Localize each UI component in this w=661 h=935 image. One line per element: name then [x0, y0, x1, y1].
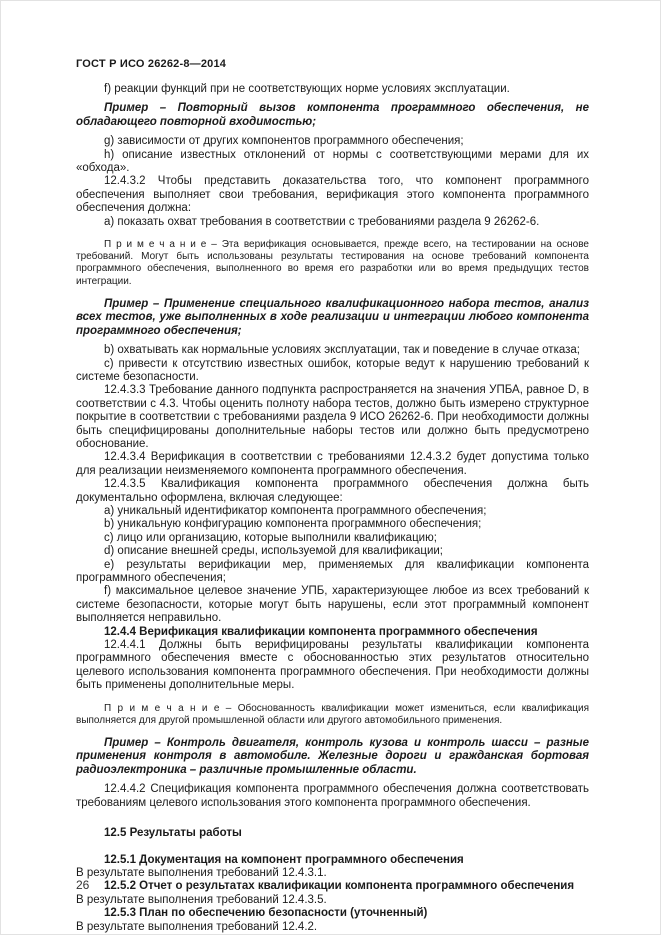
page-number: 26: [76, 878, 90, 892]
para-heading: 12.5.1 Документация на компонент программного обеспечения: [104, 853, 464, 866]
para-list: c) привести к отсутствию известных ошибок, которые ведут к нарушению требований к системе безопасности.: [76, 357, 589, 383]
para-list: а) показать охват требования в соответствии с требованиями раздела 9 26262-6.: [104, 215, 540, 228]
para-example: Пример – Повторный вызов компонента программного обеспечения, не обладающего повторной входимостью;: [76, 102, 589, 128]
para-heading: 12.5.3 План по обеспечению безопасности (уточненный): [104, 907, 428, 920]
para-example: Пример – Применение специального квалификационного набора тестов, анализ всех тестов, уже выполненных в ходе реализации и интеграции любого компонента программного обеспечения;: [76, 297, 589, 337]
para-plain: В результате выполнения требований 12.4.3.1.: [76, 866, 327, 879]
para-heading: 12.5.2 Отчет о результатах квалификации компонента программного обеспечения: [104, 880, 575, 893]
para-body: 12.4.4.2 Спецификация компонента программного обеспечения должна соответствовать требованиям целевого использования этого компонента программного обеспечения.: [76, 783, 589, 809]
para-plain: В результате выполнения требований 12.4.3.5.: [76, 893, 327, 906]
document-body: [76, 83, 589, 934]
para-body: 12.4.3.3 Требование данного подпункта распространяется на значения УПБА, равное D, в соответствии с 4.3. Чтобы оценить полноту набора тестов, должно быть измерено структурное покрытие в соответствии с требованиями раздела 9 ИСО 26262-6. При необходимости должны быть специфицированы дополнительные наборы тестов или должно быть предусмотрено обоснование.: [76, 384, 589, 450]
para-list: d) описание внешней среды, используемой для квалификации;: [104, 545, 443, 558]
para-list: c) лицо или организацию, которые выполнили квалификацию;: [104, 531, 437, 544]
para-body: 12.4.3.2 Чтобы представить доказательства того, что компонент программного обеспечения выполняет свои требования, верификация этого компонента программного обеспечения должна:: [76, 175, 589, 215]
para-note: П р и м е ч а н и е – Обоснованность квалификации может измениться, если квалификация выполняется для другой промышленной области или другого автомобильного применения.: [76, 702, 589, 726]
para-list: h) описание известных отклонений от нормы с соответствующими мерами для их «обхода».: [76, 148, 589, 175]
document-header-title: ГОСТ Р ИСО 26262-8—2014: [76, 58, 227, 70]
para-list: а) уникальный идентификатор компонента программного обеспечения;: [104, 504, 487, 517]
para-list: b) уникальную конфигурацию компонента программного обеспечения;: [104, 518, 482, 531]
para-plain: В результате выполнения требований 12.4.2.: [76, 920, 318, 933]
para-example: Пример – Контроль двигателя, контроль кузова и контроль шасси – разные применения контроля в автомобиле. Железные дороги и гражданская бортовая радиоэлектроника – различные промышленные области.: [76, 737, 589, 776]
para-list: g) зависимости от других компонентов программного обеспечения;: [104, 135, 464, 148]
para-note: П р и м е ч а н и е – Эта верификация основывается, прежде всего, на тестировании на основе требований. Могут быть использованы результаты тестирования на основе требований компонента программного обеспечения, выполненного во время его разработки или во время предыдущих тестов интеграции.: [76, 239, 589, 287]
para-list: b) охватывать как нормальные условиях эксплуатации, так и поведение в случае отказа;: [104, 344, 580, 357]
para-body: 12.4.4.1 Должны быть верифицированы результаты квалификации компонента программного обеспечения вместе с обоснованностью этих результатов относительно целевого использования компонента программного обеспечения. При необходимости должны быть применены дополнительные меры.: [76, 639, 589, 692]
para-list: f) максимальное целевое значение УПБ, характеризующее любое из всех требований к системе безопасности, которые могут быть нарушены, если этот программный компонент выполняется неправильно.: [76, 585, 589, 625]
para-list: е) результаты верификации мер, применяемых для квалификации компонента программного обеспечения;: [76, 558, 589, 584]
para-body: 12.4.3.4 Верификация в соответствии с требованиями 12.4.3.2 будет допустима только для реализации неизменяемого компонента программного обеспечения.: [76, 451, 589, 477]
para-body: 12.4.3.5 Квалификация компонента программного обеспечения должна быть документально оформлена, включая следующее:: [76, 478, 589, 504]
para-section: 12.5 Результаты работы: [104, 827, 242, 840]
para-heading: 12.4.4 Верификация квалификации компонента программного обеспечения: [104, 625, 538, 638]
para-list: f) реакции функций при не соответствующих норме условиях эксплуатации.: [104, 83, 510, 95]
